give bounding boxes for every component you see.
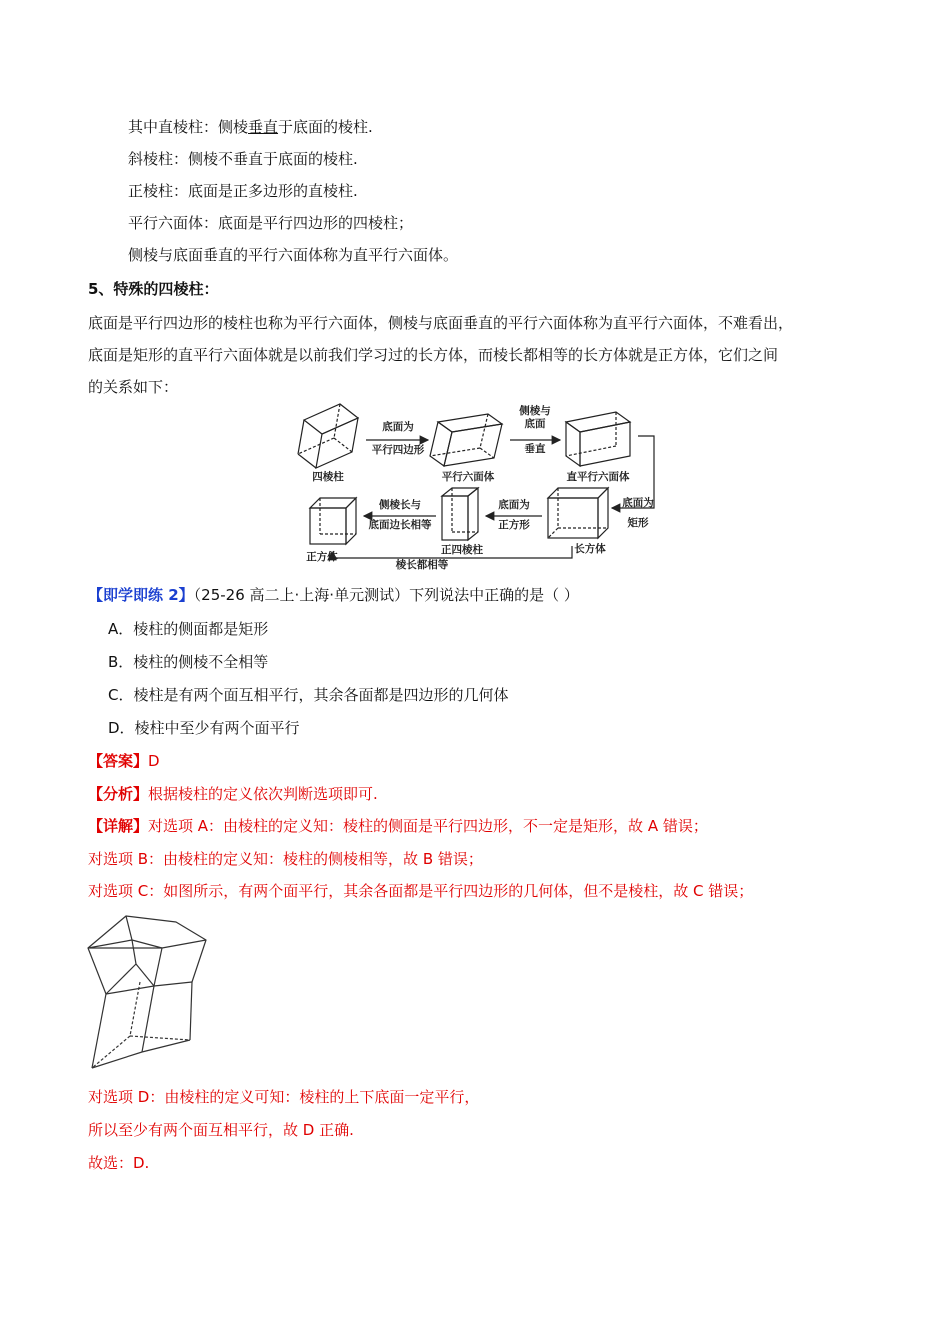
option-a: A．棱柱的侧面都是矩形 [108,620,269,638]
underlined-term: 垂直 [248,118,279,136]
arrow4-text-1: 底面为 [498,499,530,511]
arrow1-text-1: 底面为 [382,421,414,433]
parallelepiped-shape [430,414,502,466]
label-parallelepiped: 平行六面体 [441,471,495,483]
label-cuboid: 长方体 [574,543,606,555]
paragraph-line-3: 的关系如下： [88,378,179,396]
paragraph-line-1: 底面是平行四边形的棱柱也称为平行六面体，侧棱与底面垂直的平行六面体称为直平行六面体，不难看出， [88,314,794,332]
label-cube: 正方体 [306,551,338,563]
counterexample-solid-figure [84,912,214,1074]
arrow4-text-2: 正方形 [498,519,530,531]
exercise-header [88,584,579,606]
arrow2-text-2: 底面 [524,418,546,430]
detail-line-b: 对选项 B：由棱柱的定义知：棱柱的侧棱相等，故 B 错误； [88,850,483,868]
exercise-source: （25-26 高二上·上海·单元测试）下列说法中正确的是（ ） [193,586,579,604]
detail-line-a: 【详解】对选项 A：由棱柱的定义知：棱柱的侧面是平行四边形，不一定是矩形，故 A 错误； [88,817,708,835]
arrow3-text-1: 底面为 [622,497,654,509]
right-parallelepiped-shape [566,412,630,466]
arrow6-text: 棱长都相等 [395,559,449,571]
arrow5-text-1: 侧棱长与 [379,499,421,511]
option-b: B．棱柱的侧棱不全相等 [108,653,269,671]
section-heading: 5、特殊的四棱柱： [88,280,219,298]
prism-relationship-diagram [292,400,664,572]
cube-shape [310,498,356,544]
quad-prism-shape [298,404,358,468]
arrow2-text-3: 垂直 [524,443,546,455]
arrow1-text-2: 平行四边形 [371,444,425,456]
definition-right-prism: 其中直棱柱：侧棱垂直于底面的棱柱. [128,118,373,136]
detail-line-d2: 所以至少有两个面互相平行，故 D 正确. [88,1121,354,1139]
paragraph-line-2: 底面是矩形的直平行六面体就是以前我们学习过的长方体，而棱长都相等的长方体就是正方体，它们之间 [88,346,779,364]
answer-line: 【答案】D [88,752,160,770]
option-d: D．棱柱中至少有两个面平行 [108,719,300,737]
label-quad-prism: 四棱柱 [312,471,344,483]
label-regular-quad-prism: 正四棱柱 [441,544,483,556]
answer-value: D [148,752,160,770]
arrow5-text-2: 底面边长相等 [368,519,432,531]
definition-oblique-prism: 斜棱柱：侧棱不垂直于底面的棱柱. [128,150,358,168]
label-right-parallelepiped: 直平行六面体 [566,471,630,483]
regular-quad-prism-shape [442,488,478,540]
definition-parallelepiped: 平行六面体：底面是平行四边形的四棱柱； [128,214,414,232]
option-c: C．棱柱是有两个面互相平行，其余各面都是四边形的几何体 [108,686,509,704]
detail-line-c: 对选项 C：如图所示，有两个面平行，其余各面都是平行四边形的几何体，但不是棱柱，故 C 错误； [88,882,754,900]
conclusion-line: 故选：D. [88,1154,150,1172]
definition-regular-prism: 正棱柱：底面是正多边形的直棱柱. [128,182,358,200]
arrow2-text-1: 侧棱与 [519,405,551,417]
arrow3-text-2: 矩形 [627,517,649,529]
detail-line-d: 对选项 D：由棱柱的定义可知：棱柱的上下底面一定平行， [88,1088,480,1106]
exercise-tag: 【即学即练 2】 [88,586,194,604]
analysis-line: 【分析】根据棱柱的定义依次判断选项即可. [88,785,378,803]
definition-right-parallelepiped: 侧棱与底面垂直的平行六面体称为直平行六面体。 [128,246,459,264]
cuboid-shape [548,488,608,538]
